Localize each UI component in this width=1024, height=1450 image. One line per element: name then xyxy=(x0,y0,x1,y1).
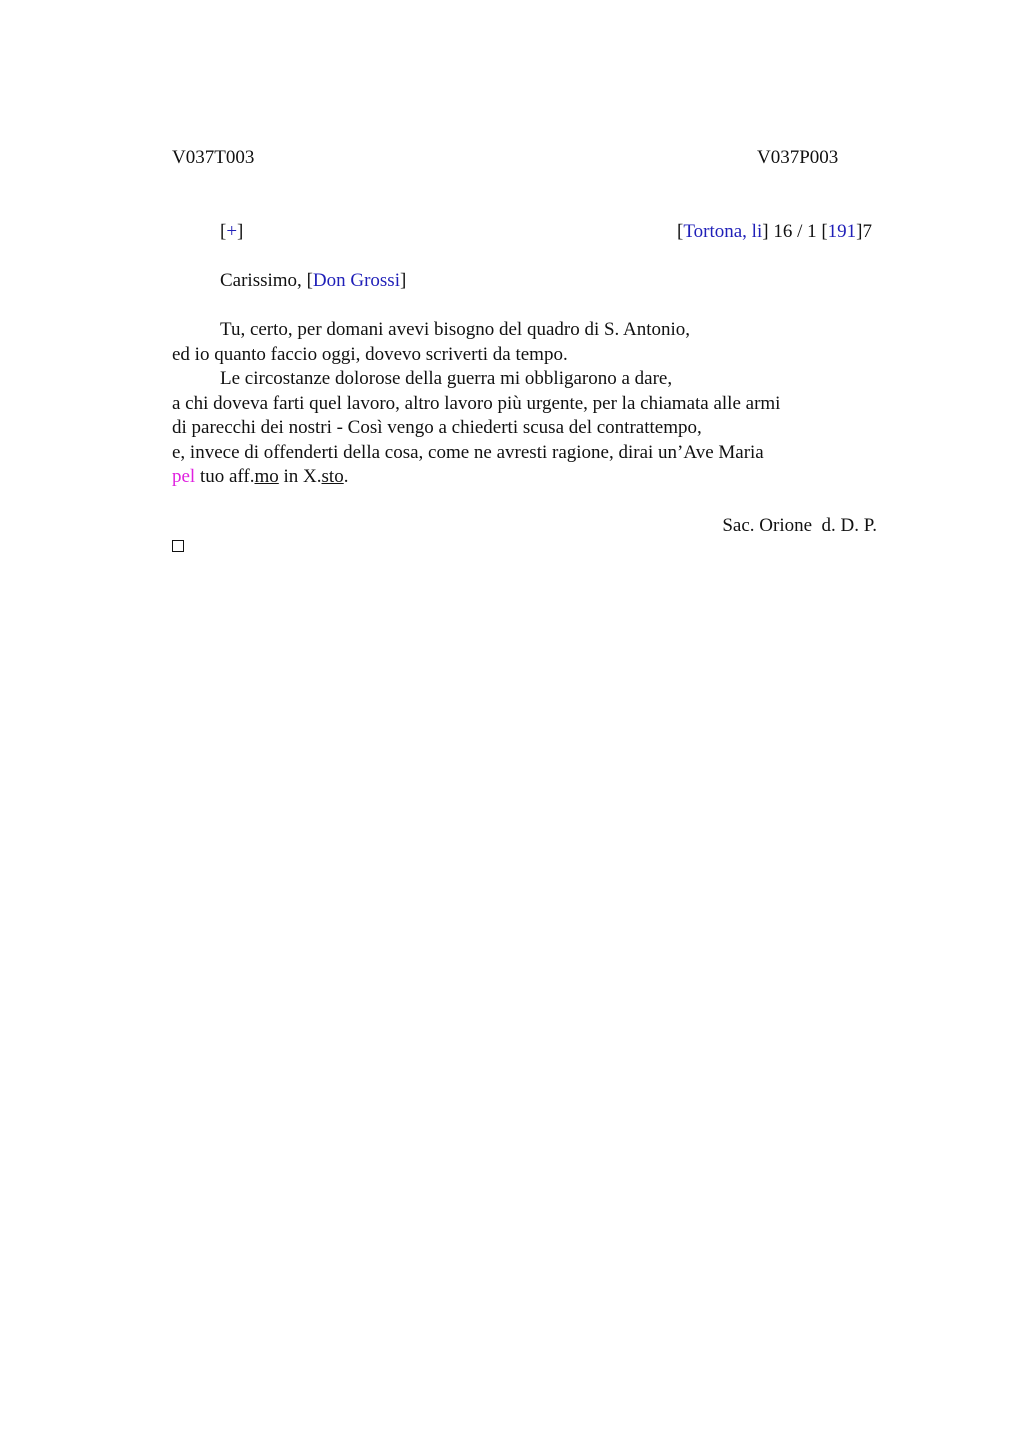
recipient-name: Don Grossi xyxy=(312,270,400,291)
date-day-month: 16 / 1 xyxy=(768,221,822,242)
date-place: Tortona, li xyxy=(683,221,763,242)
bracket: [ xyxy=(220,221,227,242)
salutation-text: Carissimo, xyxy=(220,270,307,291)
body-line: Le circostanze dolorose della guerra mi obbligarono a dare, xyxy=(220,368,673,389)
letter-date xyxy=(677,220,872,244)
highlighted-word: pel xyxy=(172,466,196,487)
abbrev-superscript: mo xyxy=(254,466,279,487)
cross-mark xyxy=(220,220,243,244)
doc-code-right: V037P003 xyxy=(757,147,839,168)
body-line: Tu, certo, per domani avevi bisogno del quadro di S. Antonio, xyxy=(220,319,691,340)
salutation xyxy=(220,269,406,293)
date-year-end: 7 xyxy=(862,221,872,242)
abbrev-superscript: sto xyxy=(321,466,344,487)
end-marker-box xyxy=(172,540,184,552)
body-line: a chi doveva farti quel lavoro, altro lavoro più urgente, per la chiamata alle armi xyxy=(172,393,781,414)
bracket: ] xyxy=(762,221,769,242)
closing-text: tuo aff. xyxy=(195,466,255,487)
doc-code-left: V037T003 xyxy=(172,147,255,168)
date-year-part: 191 xyxy=(827,221,857,242)
bracket: ] xyxy=(856,221,863,242)
closing-period: . xyxy=(343,466,349,487)
signature: Sac. Orione d. D. P. xyxy=(722,515,877,536)
bracket: ] xyxy=(237,221,244,242)
bracket: [ xyxy=(821,221,828,242)
bracket: ] xyxy=(399,270,407,291)
closing-text: in X. xyxy=(278,466,322,487)
cross-symbol: + xyxy=(226,221,238,242)
bracket: [ xyxy=(306,270,313,291)
closing-line xyxy=(172,465,348,489)
bracket: [ xyxy=(677,221,684,242)
body-line: e, invece di offenderti della cosa, come ne avresti ragione, dirai un’Ave Maria xyxy=(172,442,764,463)
body-line: ed io quanto faccio oggi, dovevo scriverti da tempo. xyxy=(172,344,568,365)
body-line: di parecchi dei nostri - Così vengo a chiederti scusa del contrattempo, xyxy=(172,417,702,438)
